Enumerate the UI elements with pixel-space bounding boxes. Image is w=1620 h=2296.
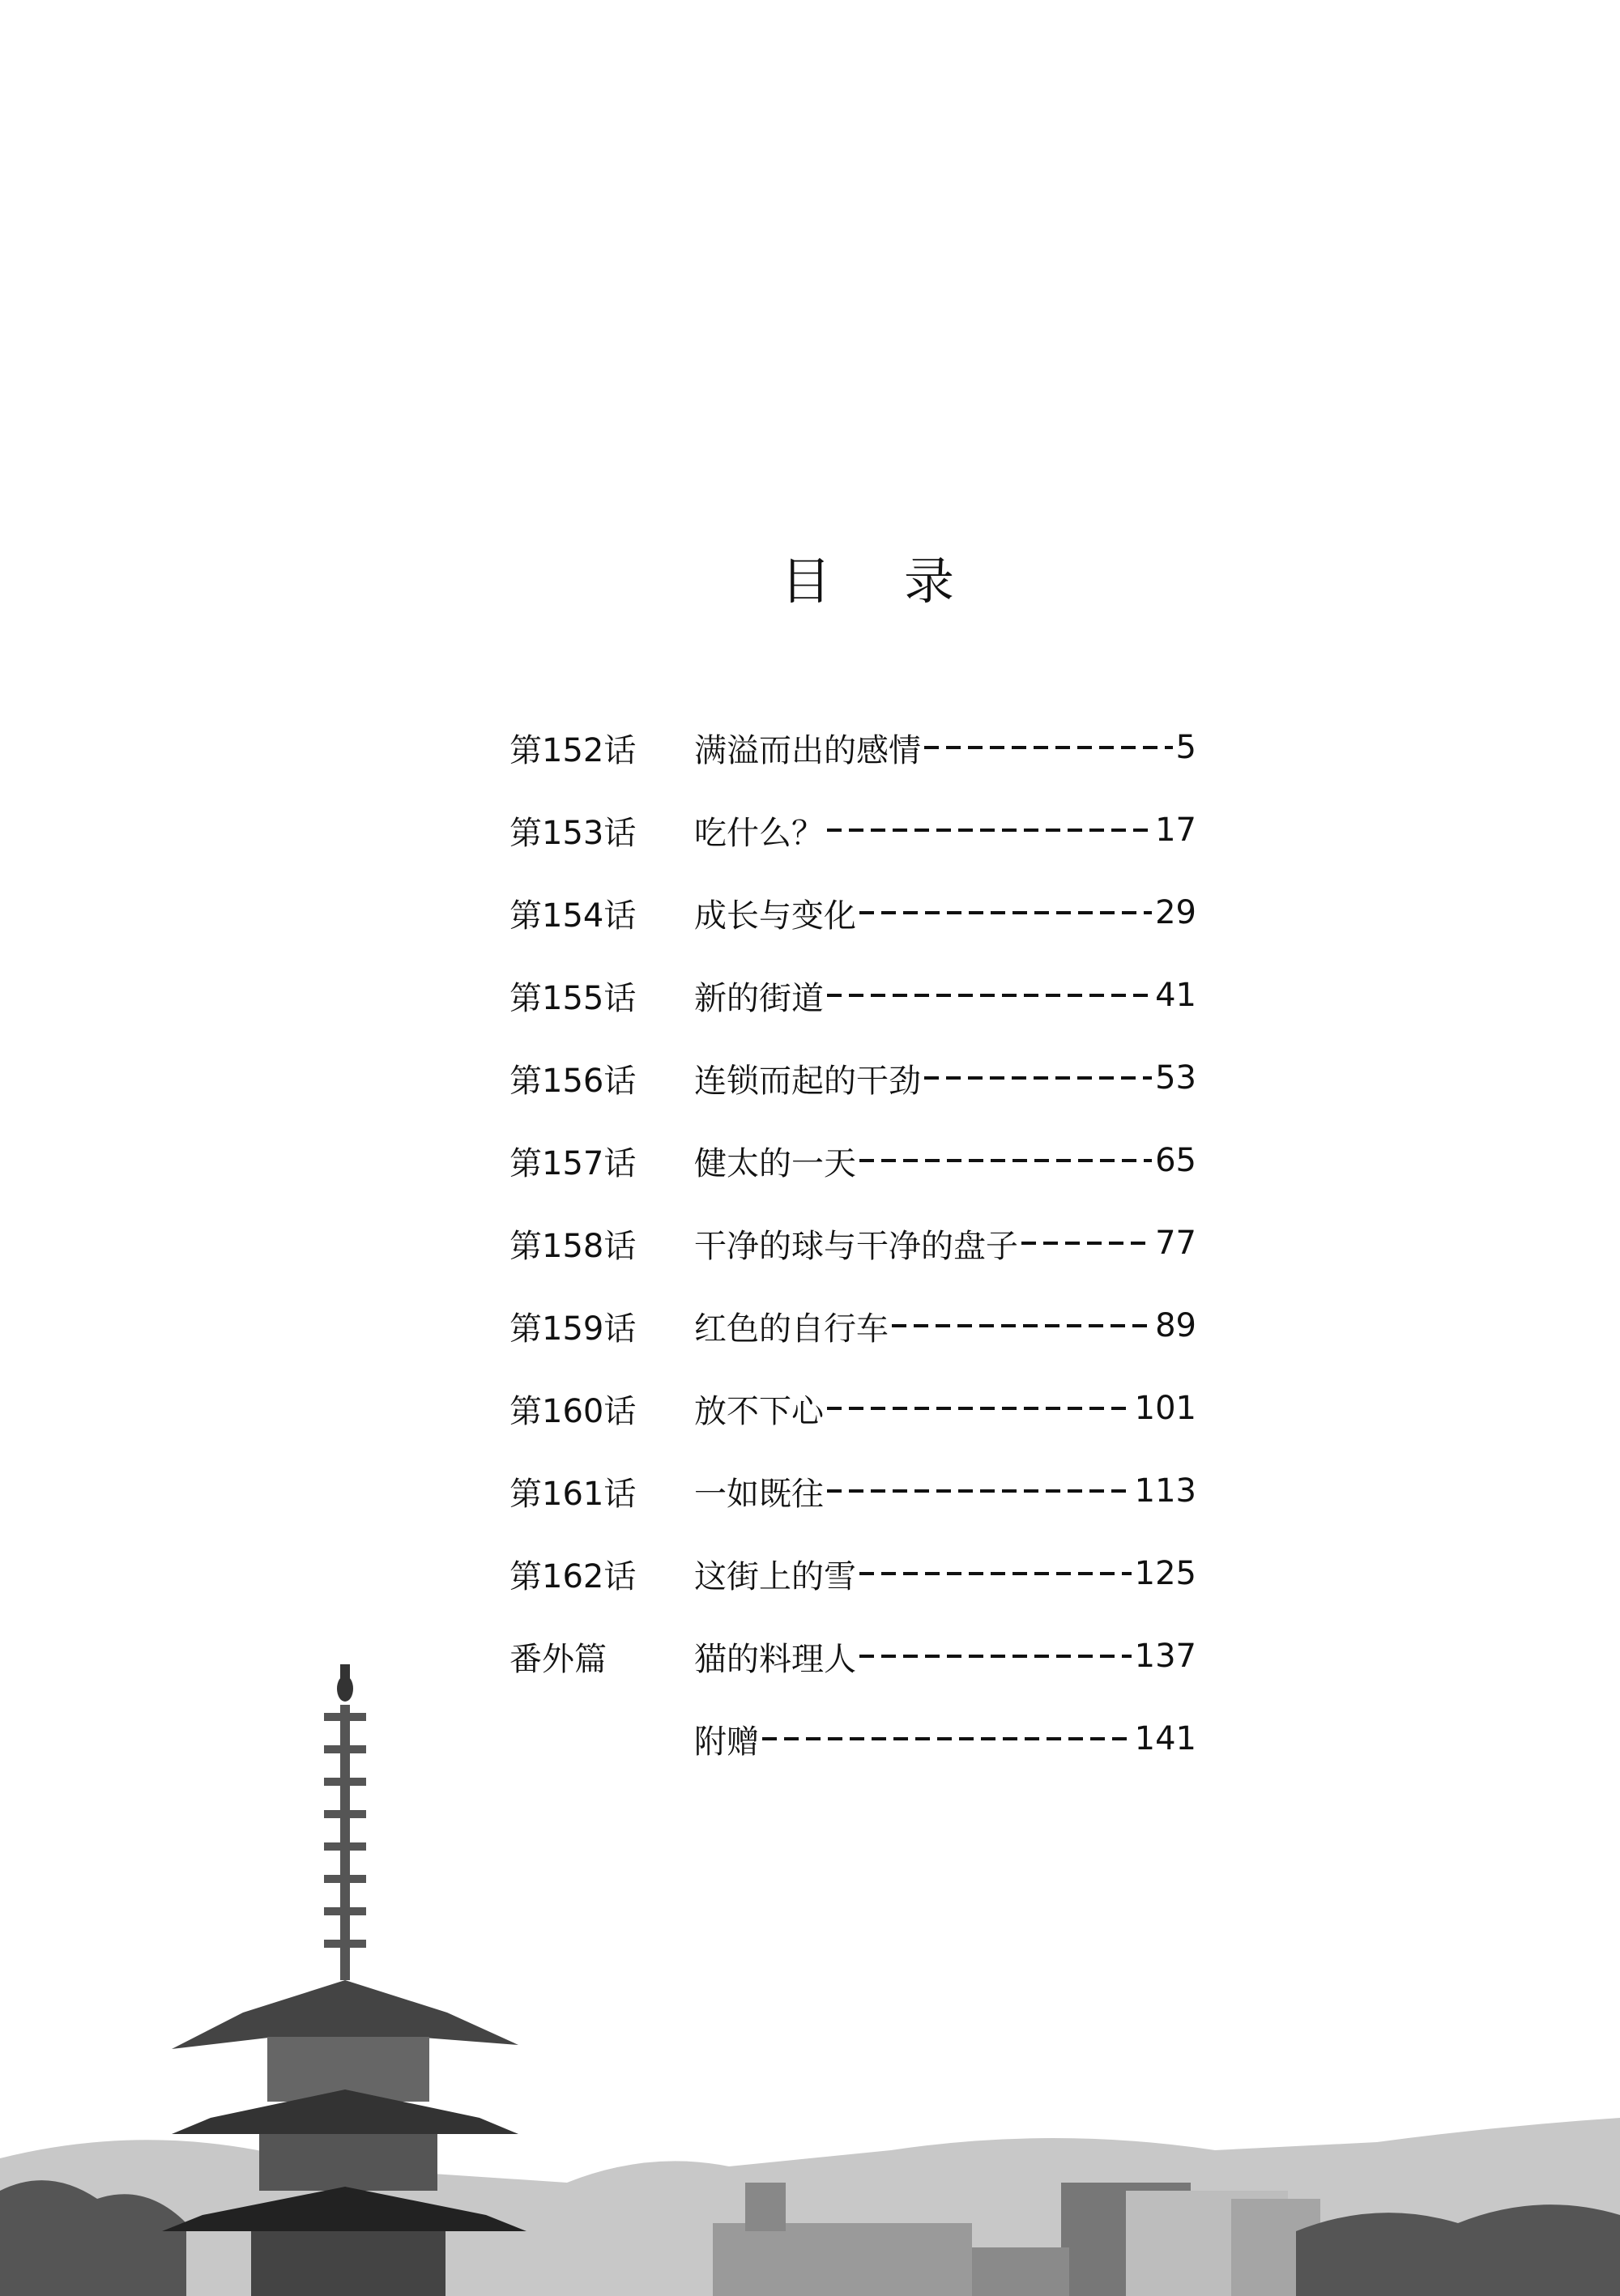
page-number: 125 xyxy=(1134,1555,1196,1592)
dot-leader xyxy=(859,1572,1132,1575)
page-number: 41 xyxy=(1155,977,1196,1014)
dot-leader xyxy=(892,1324,1152,1327)
page-number: 101 xyxy=(1134,1390,1196,1427)
page-number: 113 xyxy=(1134,1472,1196,1510)
dot-leader xyxy=(859,1655,1132,1658)
page-number: 141 xyxy=(1134,1720,1196,1757)
toc-entry xyxy=(694,1303,1196,1349)
chapter-title: 附赠 xyxy=(694,1723,759,1761)
title-char-1: 目 xyxy=(780,552,833,611)
dot-leader xyxy=(859,911,1152,914)
dot-leader xyxy=(827,994,1152,997)
toc-row[interactable] xyxy=(509,871,1196,954)
toc-entry xyxy=(694,1055,1196,1101)
chapter-number: 第153话 xyxy=(509,814,637,852)
toc-entry xyxy=(694,1138,1196,1184)
page-number: 65 xyxy=(1155,1142,1196,1179)
chapter-title: 连锁而起的干劲 xyxy=(694,1062,921,1100)
chapter-number: 第157话 xyxy=(509,1144,637,1182)
toc-entry xyxy=(694,1468,1196,1514)
toc-row[interactable] xyxy=(509,954,1196,1037)
toc-entry xyxy=(694,725,1196,771)
chapter-title: 健太的一天 xyxy=(694,1144,856,1182)
chapter-title: 这街上的雪 xyxy=(694,1557,856,1595)
chapter-number: 第161话 xyxy=(509,1475,637,1513)
title-char-2: 录 xyxy=(904,552,957,611)
toc-row[interactable] xyxy=(509,1532,1196,1615)
dot-leader xyxy=(827,1489,1132,1493)
chapter-title: 吃什么？ xyxy=(694,814,824,852)
chapter-title: 干净的球与干净的盘子 xyxy=(694,1227,1018,1265)
page-number: 137 xyxy=(1134,1638,1196,1675)
page-number: 5 xyxy=(1175,729,1196,766)
chapter-number: 第162话 xyxy=(509,1557,637,1595)
chapter-number: 第159话 xyxy=(509,1310,637,1348)
page-number: 29 xyxy=(1155,894,1196,931)
toc-row[interactable] xyxy=(509,789,1196,871)
chapter-title: 放不下心 xyxy=(694,1392,824,1430)
toc-entry xyxy=(694,1220,1196,1267)
page-number: 53 xyxy=(1155,1059,1196,1097)
dot-leader xyxy=(924,746,1173,749)
chapter-number: 第152话 xyxy=(509,731,637,769)
chapter-number: 第155话 xyxy=(509,979,637,1017)
dot-leader xyxy=(827,829,1152,832)
toc-row[interactable] xyxy=(509,1119,1196,1202)
toc-entry xyxy=(694,1551,1196,1597)
toc-entry xyxy=(694,807,1196,854)
chapter-number: 番外篇 xyxy=(509,1640,607,1678)
table-of-contents xyxy=(509,706,1196,1780)
chapter-number: 第160话 xyxy=(509,1392,637,1430)
dot-leader xyxy=(827,1407,1132,1410)
toc-entry xyxy=(694,1386,1196,1432)
chapter-number: 第156话 xyxy=(509,1062,637,1100)
toc-entry xyxy=(694,973,1196,1019)
chapter-number: 第158话 xyxy=(509,1227,637,1265)
toc-row[interactable] xyxy=(509,1450,1196,1532)
pagoda-cityscape-illustration xyxy=(0,1664,1620,2296)
toc-entry xyxy=(694,890,1196,936)
toc-row[interactable] xyxy=(509,706,1196,789)
chapter-title: 一如既往 xyxy=(694,1475,824,1513)
toc-row[interactable] xyxy=(509,1202,1196,1284)
page-number: 17 xyxy=(1155,811,1196,849)
page-title xyxy=(0,541,1620,613)
chapter-title: 红色的自行车 xyxy=(694,1310,889,1348)
page-number: 77 xyxy=(1155,1225,1196,1262)
page-number: 89 xyxy=(1155,1307,1196,1344)
chapter-title: 满溢而出的感情 xyxy=(694,731,921,769)
chapter-title: 新的街道 xyxy=(694,979,824,1017)
toc-row[interactable] xyxy=(509,1037,1196,1119)
chapter-title: 猫的料理人 xyxy=(694,1640,856,1678)
toc-row[interactable] xyxy=(509,1367,1196,1450)
dot-leader xyxy=(1021,1242,1152,1245)
dot-leader xyxy=(924,1076,1152,1080)
dot-leader xyxy=(859,1159,1152,1162)
chapter-number: 第154话 xyxy=(509,897,637,935)
toc-row[interactable] xyxy=(509,1284,1196,1367)
chapter-title: 成长与变化 xyxy=(694,897,856,935)
